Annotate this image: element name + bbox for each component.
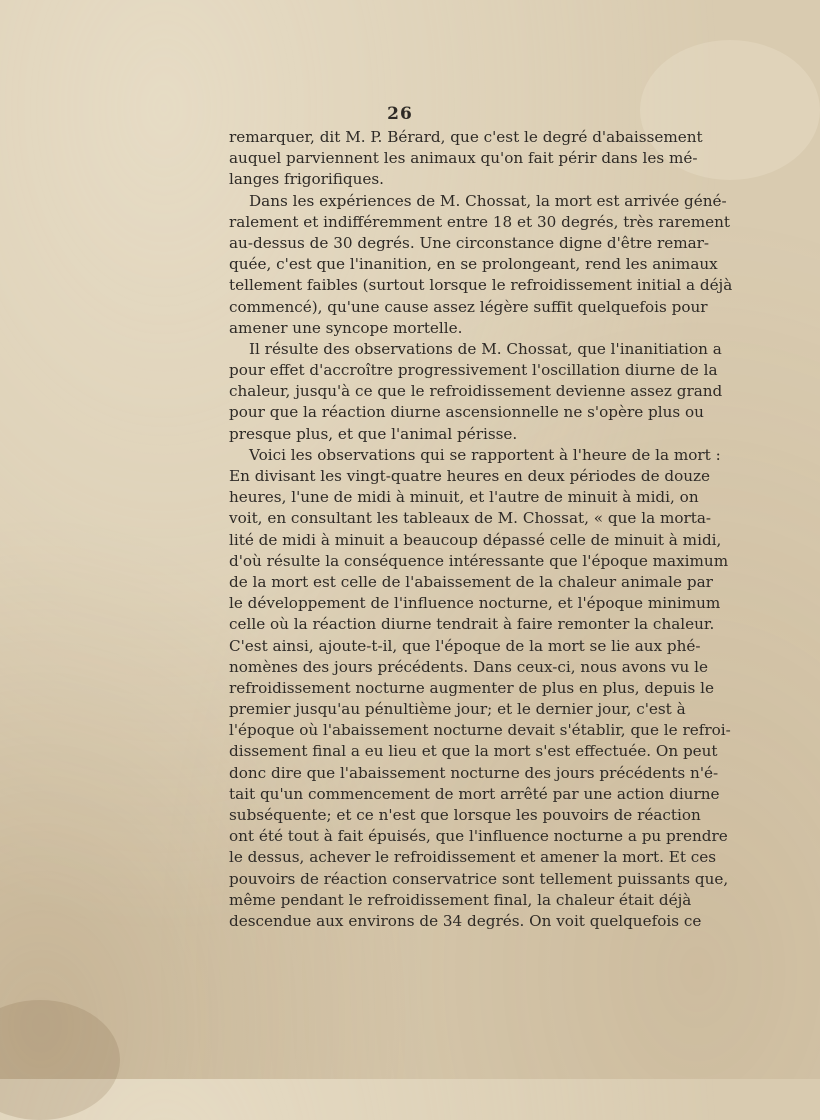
text-line: le développement de l'influence nocturne, et l'époque minimum — [229, 594, 721, 613]
text-line: subséquente; et ce n'est que lorsque les pouvoirs de réaction — [229, 806, 701, 824]
text-line: le dessus, achever le refroidissement et amener la mort. Et ces — [229, 848, 717, 867]
text-line: amener une syncope mortelle. — [229, 318, 463, 337]
text-line: donc dire que l'abaissement nocturne des jours précédents n'é- — [229, 763, 719, 782]
text-line: descendue aux environs de 34 degrés. On voit quelquefois ce — [229, 911, 702, 930]
text-line: ont été tout à fait épuisés, que l'influence nocturne a pu prendre — [229, 827, 728, 846]
text-line: même pendant le refroidissement final, la chaleur était déjà — [229, 890, 692, 909]
text-line: auquel parviennent les animaux qu'on fait périr dans les mé- — [229, 149, 698, 168]
text-line: premier jusqu'au pénultième jour; et le dernier jour, c'est à — [229, 700, 686, 719]
text-line: dissement final a eu lieu et que la mort s'est effectuée. On peut — [229, 742, 718, 761]
text-line: tellement faibles (surtout lorsque le refroidissement initial a déjà — [229, 276, 733, 295]
text-line: quée, c'est que l'inanition, en se prolongeant, rend les animaux — [229, 255, 718, 274]
text-line: langes frigorifiques. — [229, 170, 384, 189]
text-line: remarquer, dit M. P. Bérard, que c'est le degré d'abaissement — [229, 128, 703, 146]
text-line: voit, en consultant les tableaux de M. Chossat, « que la morta- — [229, 509, 712, 528]
text-line: ralement et indifféremment entre 18 et 30 degrés, très rarement — [229, 212, 731, 231]
text-line: pour effet d'accroître progressivement l'oscillation diurne de la — [229, 361, 718, 380]
text-line: Voici les observations qui se rapportent à l'heure de la mort : — [249, 445, 721, 464]
text-line: tait qu'un commencement de mort arrêté par une action diurne — [229, 784, 720, 803]
text-line: de la mort est celle de l'abaissement de la chaleur animale par — [229, 572, 713, 591]
text-line: au-dessus de 30 degrés. Une circonstance digne d'être remar- — [229, 233, 710, 252]
text-line: lité de midi à minuit a beaucoup dépassé celle de minuit à midi, — [229, 530, 722, 549]
body-text — [229, 127, 733, 932]
text-line: l'époque où l'abaissement nocturne devait s'établir, que le refroi- — [229, 721, 731, 740]
text-line: Il résulte des observations de M. Chossat, que l'inanitiation a — [249, 339, 722, 358]
text-line: commencé), qu'une cause assez légère suffit quelquefois pour — [229, 297, 708, 316]
text-line: Dans les expériences de M. Chossat, la mort est arrivée géné- — [249, 191, 727, 210]
text-line: presque plus, et que l'animal périsse. — [229, 424, 518, 443]
paper-stain — [0, 1000, 120, 1120]
text-line: En divisant les vingt-quatre heures en deux périodes de douze — [229, 467, 711, 485]
page-number: 26 — [387, 104, 413, 124]
text-line: chaleur, jusqu'à ce que le refroidissement devienne assez grand — [229, 382, 723, 401]
text-line: nomènes des jours précédents. Dans ceux-ci, nous avons vu le — [229, 657, 708, 676]
text-line: C'est ainsi, ajoute-t-il, que l'époque de la mort se lie aux phé- — [229, 636, 701, 655]
text-line: d'où résulte la conséquence intéressante que l'époque maximum — [229, 551, 729, 570]
text-line: pour que la réaction diurne ascensionnelle ne s'opère plus ou — [229, 403, 704, 422]
text-line: pouvoirs de réaction conservatrice sont tellement puissants que, — [229, 869, 729, 888]
text-line: celle où la réaction diurne tendrait à faire remonter la chaleur. — [229, 615, 715, 634]
text-line: heures, l'une de midi à minuit, et l'autre de minuit à midi, on — [229, 488, 699, 507]
text-line: refroidissement nocturne augmenter de plus en plus, depuis le — [229, 678, 714, 697]
